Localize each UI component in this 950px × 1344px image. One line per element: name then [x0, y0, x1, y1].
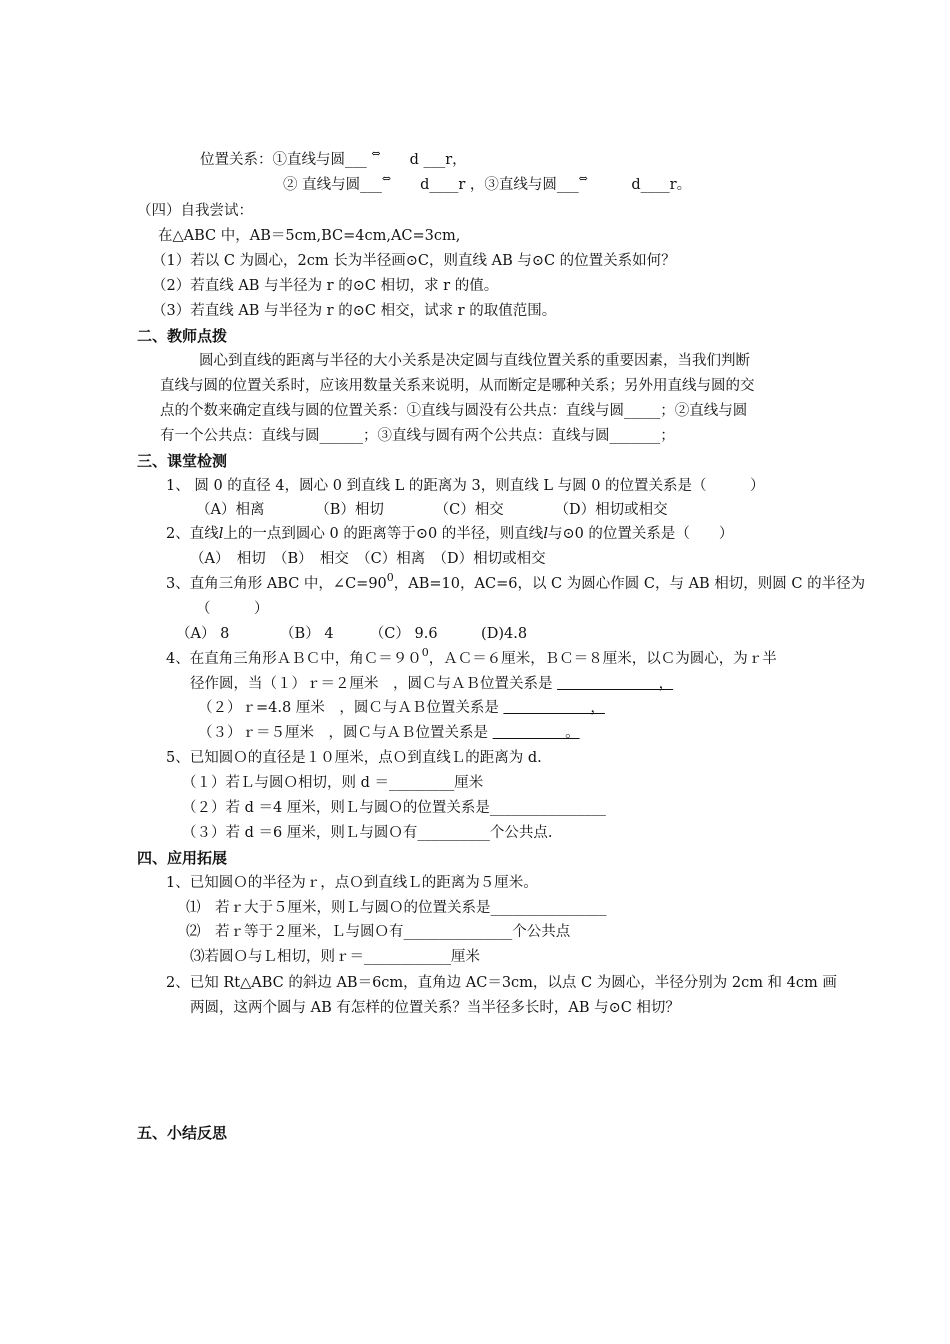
q2-text: 2、直线: [166, 526, 219, 542]
s4-question-3: （3）若直线 AB 与半径为 r 的⊙C 相交，试求 r 的取值范围。: [152, 303, 557, 319]
degree-sup: 0: [421, 646, 429, 659]
q2-text: 上的一点到圆心 0 的距离等于⊙0 的半径，则直线: [223, 526, 544, 542]
check-question-2-options: （A） 相切 （B） 相交 （C）相离 （D）相切或相交: [190, 551, 546, 567]
apply-question-1-part-1: ⑴ 若ｒ大于５厘米，则Ｌ与圆Ｏ的位置关系是________________: [186, 900, 607, 916]
s4-given: 在△ABC 中，AB＝5cm,BC=4cm,AC=3cm,: [158, 228, 461, 244]
position-line-2: [283, 172, 692, 196]
teacher-paragraph-line-4: 有一个公共点：直线与圆______；③直线与圆有两个公共点：直线与圆_______；: [160, 428, 675, 444]
apply-heading: 四、应用拓展: [137, 849, 228, 867]
teacher-paragraph-line-1: 圆心到直线的距离与半径的大小关系是决定圆与直线位置关系的重要因素，当我们判断: [199, 353, 750, 369]
answer-blank[interactable]: 。: [492, 725, 580, 741]
check-question-1: 1、 圆 0 的直径 4，圆心 0 到直线 L 的距离为 3，则直线 L 与圆 0 的位置关系是（ ）: [166, 478, 765, 494]
check-question-2: [166, 524, 733, 544]
check-question-3: [166, 571, 866, 595]
apply-question-1-part-3: ⑶若圆Ｏ与Ｌ相切，则ｒ＝____________厘米: [190, 949, 480, 965]
apply-question-1: 1、已知圆Ｏ的半径为ｒ，点Ｏ到直线Ｌ的距离为５厘米。: [166, 875, 538, 891]
line-l-symbol: l: [218, 526, 224, 542]
s4-question-2: （2）若直线 AB 与半径为 r 的⊙C 相切，求 r 的值。: [152, 278, 499, 294]
equivalence-icon: ⇔: [371, 147, 381, 160]
position-line-1: [200, 147, 467, 171]
position-text: d____r。: [587, 177, 692, 193]
q4-text: （２）ｒ=4.8 厘米 ，圆Ｃ与ＡＢ位置关系是: [198, 700, 504, 716]
check-question-3-options: （A） 8 （B） 4 （C） 9.6 (D)4.8: [176, 626, 528, 642]
apply-question-2-line-1: 2、已知 Rt△ABC 的斜边 AB＝6cm，直角边 AC＝3cm，以点 C 为圆心，半径分别为 2cm 和 4cm 画: [166, 975, 837, 991]
q2-text: 与⊙0 的位置关系是（ ）: [547, 526, 734, 542]
teacher-paragraph-line-3: 点的个数来确定直线与圆的位置关系：①直线与圆没有公共点：直线与圆_____；②直线与圆: [160, 403, 748, 419]
degree-sup: 0: [386, 571, 394, 584]
check-heading: 三、课堂检测: [137, 452, 228, 470]
q4-text: 4、在直角三角形ＡＢＣ中，角Ｃ＝９０: [166, 651, 422, 667]
q4-text: ，ＡＣ＝６厘米，ＢＣ＝８厘米，以Ｃ为圆心，为ｒ半: [428, 651, 777, 667]
summary-heading: 五、小结反思: [137, 1124, 228, 1142]
teacher-heading: 二、教师点拨: [137, 327, 228, 345]
equivalence-icon: ⇔: [381, 172, 392, 185]
apply-question-2-line-2: 两圆，这两个圆与 AB 有怎样的位置关系？当半径多长时，AB 与⊙C 相切？: [190, 1000, 680, 1016]
check-question-4-part-3: [198, 723, 580, 743]
equivalence-icon: ⇔: [578, 172, 588, 185]
answer-blank[interactable]: ，: [557, 676, 674, 692]
line-l-symbol: l: [543, 526, 548, 542]
apply-question-1-part-2: ⑵ 若ｒ等于２厘米，Ｌ与圆Ｏ有_______________个公共点: [186, 924, 571, 940]
q4-text: 径作圆，当（１）ｒ＝２厘米 ，圆Ｃ与ＡＢ位置关系是: [190, 676, 558, 692]
position-text: 位置关系：①直线与圆___: [200, 152, 372, 168]
position-text: d ___r，: [380, 152, 467, 168]
answer-blank[interactable]: ，: [503, 700, 605, 716]
s4-question-1: （1）若以 C 为圆心，2cm 长为半径画⊙C，则直线 AB 与⊙C 的位置关系如何？: [152, 253, 676, 269]
position-text: ② 直线与圆___: [283, 177, 382, 193]
check-question-5-part-2: （２）若 d ＝4 厘米，则Ｌ与圆Ｏ的位置关系是________________: [182, 800, 606, 816]
q3-text: ，AB=10，AC=6，以 C 为圆心作圆 C，与 AB 相切，则圆 C 的半径为: [393, 576, 866, 592]
position-text: d____r ，③直线与圆___: [391, 177, 579, 193]
check-question-4: [166, 646, 777, 670]
section-4-title: （四）自我尝试：: [137, 203, 253, 219]
check-question-4-part-1: [190, 674, 673, 694]
q4-text: （３）ｒ＝５厘米 ，圆Ｃ与ＡＢ位置关系是: [198, 725, 493, 741]
q3-text: 3、直角三角形 ABC 中，∠C=90: [166, 576, 387, 592]
check-question-5-part-3: （３）若 d ＝6 厘米，则Ｌ与圆Ｏ有__________个公共点.: [182, 825, 553, 841]
teacher-paragraph-line-2: 直线与圆的位置关系时，应该用数量关系来说明，从而断定是哪种关系；另外用直线与圆的交: [160, 378, 755, 394]
check-question-3-paren: （ ）: [196, 601, 269, 617]
check-question-5: 5、已知圆Ｏ的直径是１０厘米，点Ｏ到直线Ｌ的距离为 d.: [166, 750, 542, 766]
check-question-1-options: （A）相离 （B）相切 （C）相交 （D）相切或相交: [196, 502, 668, 518]
check-question-5-part-1: （１）若Ｌ与圆Ｏ相切，则 d ＝_________厘米: [182, 775, 484, 791]
check-question-4-part-2: [198, 698, 605, 718]
